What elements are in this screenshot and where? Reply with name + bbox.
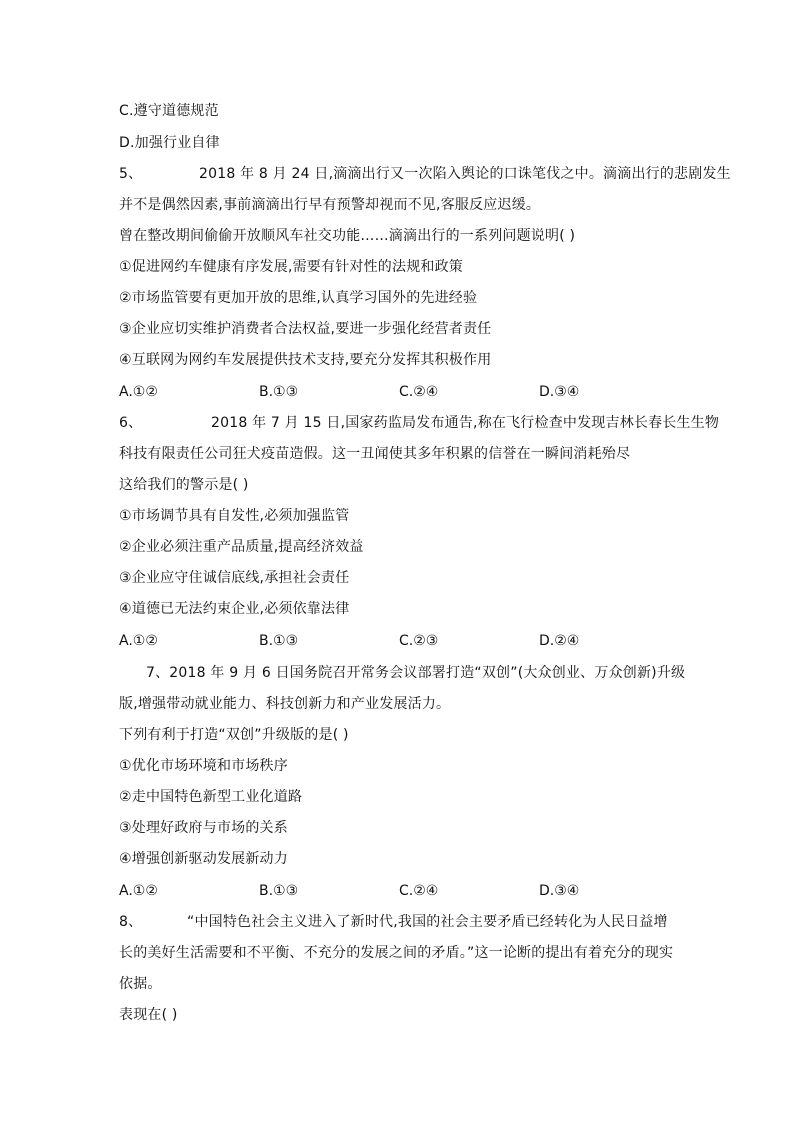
option-a: A.①② <box>119 633 158 649</box>
question-text-line: 这给我们的警示是( ) <box>119 477 249 493</box>
option-d: D.③④ <box>539 883 580 899</box>
question-text-line: 版,增强带动就业能力、科技创新力和产业发展活力。 <box>119 696 451 712</box>
statement-4: ④道德已无法约束企业,必须依靠法律 <box>119 601 350 617</box>
question-text-line: 长的美好生活需要和不平衡、不充分的发展之间的矛盾。”这一论断的提出有着充分的现实 <box>119 945 674 961</box>
statement-1: ①市场调节具有自发性,必须加强监管 <box>119 508 350 524</box>
option-b: B.①③ <box>259 883 299 899</box>
option-line-c: C.遵守道德规范 <box>119 103 219 119</box>
statement-2: ②市场监管要有更加开放的思维,认真学习国外的先进经验 <box>119 290 478 306</box>
option-b: B.①③ <box>259 633 299 649</box>
option-c: C.②③ <box>399 633 439 649</box>
option-c: C.②④ <box>399 384 439 400</box>
option-b: B.①③ <box>259 384 299 400</box>
statement-2: ②企业必须注重产品质量,提高经济效益 <box>119 539 364 555</box>
question-5-first-line <box>119 164 731 184</box>
statement-4: ④增强创新驱动发展新动力 <box>119 851 288 867</box>
option-d: D.②④ <box>539 633 580 649</box>
statement-2: ②走中国特色新型工业化道路 <box>119 789 303 805</box>
option-c: C.②④ <box>399 883 439 899</box>
question-text: 2018 年 7 月 15 日,国家药监局发布通告,称在飞行检查中发现吉林长春长生生物 <box>211 415 720 431</box>
statement-1: ①促进网约车健康有序发展,需要有针对性的法规和政策 <box>119 259 463 275</box>
question-number: 5、 <box>119 166 143 182</box>
option-d: D.③④ <box>539 384 580 400</box>
question-number: 6、 <box>119 415 143 431</box>
option-line-d: D.加强行业自律 <box>119 135 220 151</box>
answer-options-q7 <box>119 881 679 901</box>
question-text-line: 表现在( ) <box>119 1007 178 1023</box>
question-7-first-line: 7、2018 年 9 月 6 日国务院召开常务会议部署打造“双创”(大众创业、万众创新)升级 <box>146 665 686 681</box>
question-8-first-line <box>119 912 668 932</box>
question-text-line: 下列有利于打造“双创”升级版的是( ) <box>119 727 349 743</box>
statement-3: ③企业应守住诚信底线,承担社会责任 <box>119 570 350 586</box>
question-text-line: 曾在整改期间偷偷开放顺风车社交功能……滴滴出行的一系列问题说明( ) <box>119 228 576 244</box>
statement-3: ③企业应切实维护消费者合法权益,要进一步强化经营者责任 <box>119 321 492 337</box>
question-text: 2018 年 8 月 24 日,滴滴出行又一次陷入舆论的口诛笔伐之中。滴滴出行的悲剧发生 <box>199 166 731 182</box>
question-text-line: 科技有限责任公司狂犬疫苗造假。这一丑闻使其多年积累的信誉在一瞬间消耗殆尽 <box>119 446 631 462</box>
statement-4: ④互联网为网约车发展提供技术支持,要充分发挥其积极作用 <box>119 352 492 368</box>
answer-options-q6 <box>119 631 679 651</box>
question-text-line: 依据。 <box>119 976 162 992</box>
answer-options-q5 <box>119 382 679 402</box>
statement-3: ③处理好政府与市场的关系 <box>119 820 288 836</box>
question-text: “中国特色社会主义进入了新时代,我国的社会主要矛盾已经转化为人民日益增 <box>187 914 668 930</box>
question-6-first-line <box>119 413 719 433</box>
question-number: 8、 <box>119 914 143 930</box>
option-a: A.①② <box>119 384 158 400</box>
statement-1: ①优化市场环境和市场秩序 <box>119 758 288 774</box>
option-a: A.①② <box>119 883 158 899</box>
question-text-line: 并不是偶然因素,事前滴滴出行早有预警却视而不见,客服反应迟缓。 <box>119 197 541 213</box>
